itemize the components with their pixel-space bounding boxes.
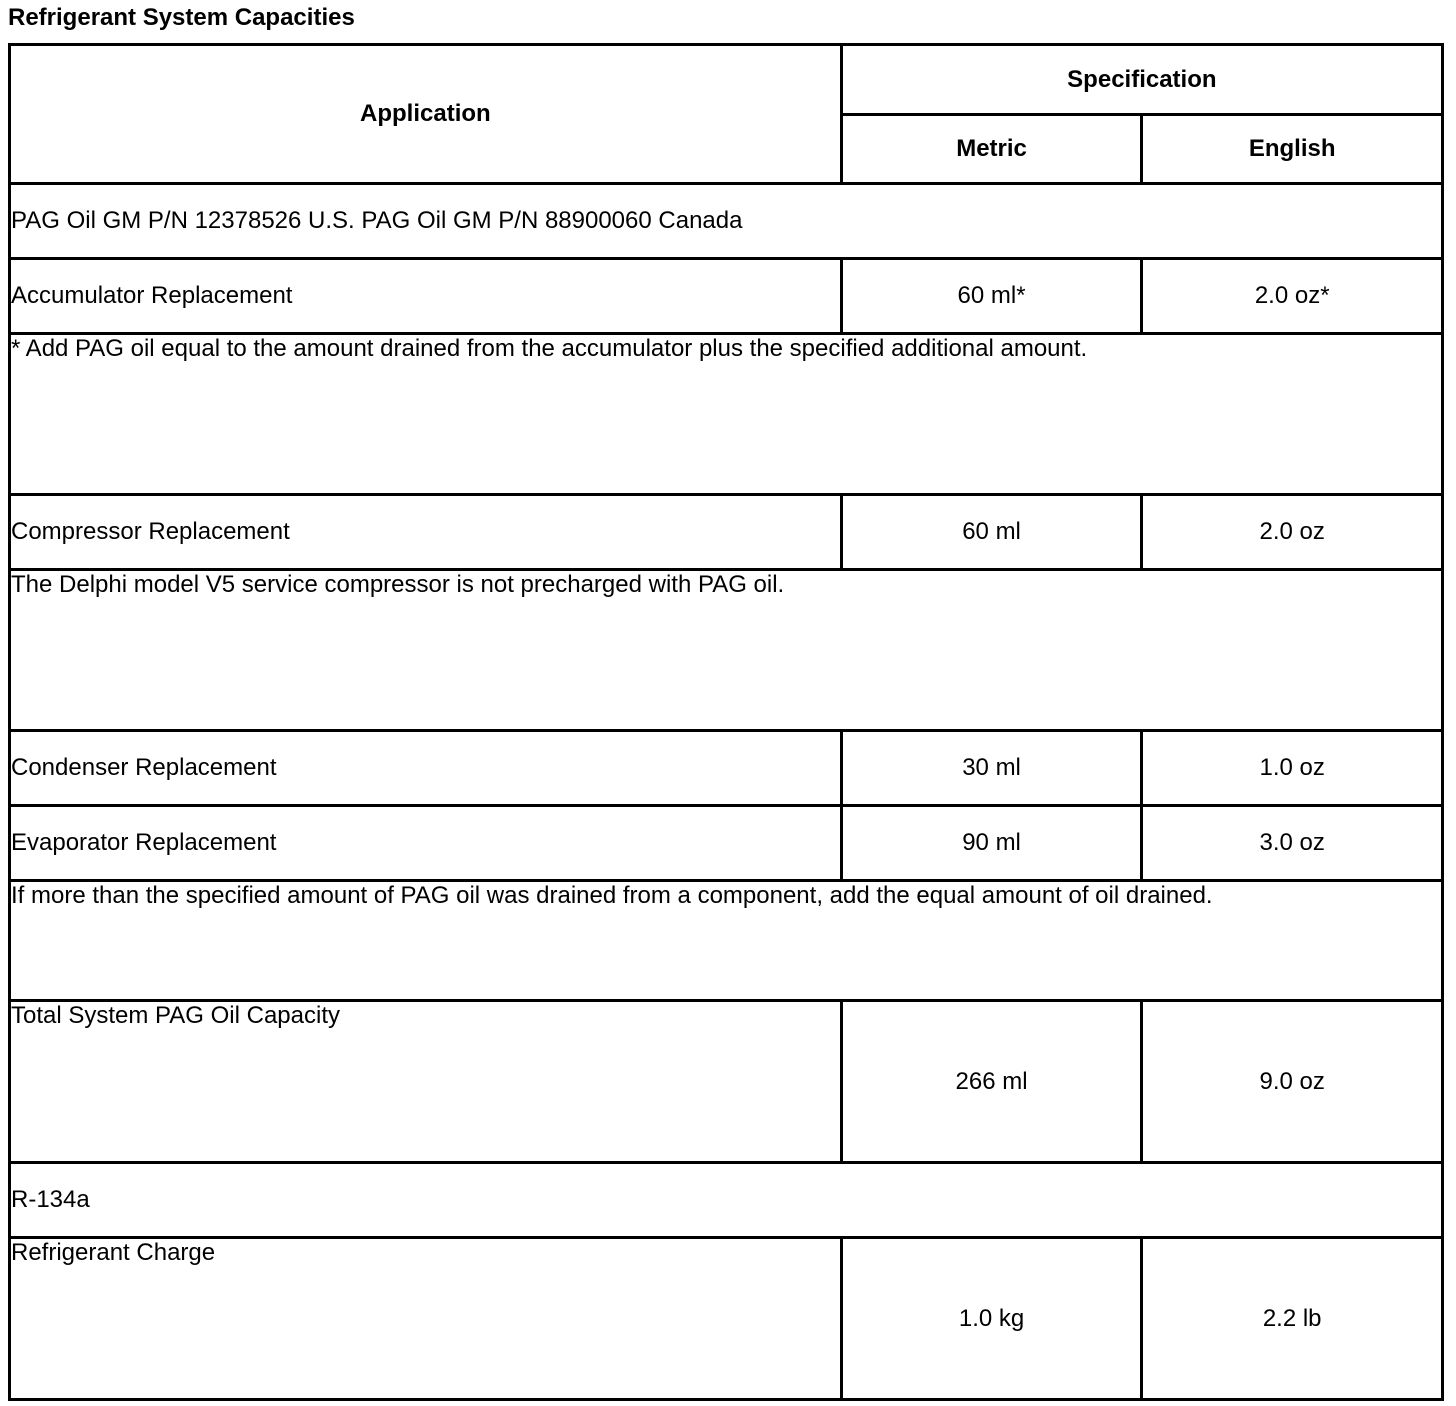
table-row <box>10 806 1443 881</box>
section-label-refrigerant: R-134a <box>10 1163 1443 1238</box>
application-cell: Refrigerant Charge <box>10 1238 842 1400</box>
header-specification: Specification <box>841 45 1442 115</box>
english-cell: 9.0 oz <box>1142 1001 1443 1163</box>
table-row <box>10 1238 1443 1400</box>
note-compressor: The Delphi model V5 service compressor is not precharged with PAG oil. <box>10 570 1443 731</box>
table-row <box>10 1163 1443 1238</box>
application-cell: Compressor Replacement <box>10 495 842 570</box>
table-row <box>10 184 1443 259</box>
capacities-table <box>8 43 1444 1401</box>
application-cell: Total System PAG Oil Capacity <box>10 1001 842 1163</box>
metric-cell: 30 ml <box>841 731 1142 806</box>
table-header-row <box>10 45 1443 115</box>
note-accumulator: * Add PAG oil equal to the amount drained from the accumulator plus the specified additional amount. <box>10 334 1443 495</box>
metric-cell: 60 ml* <box>841 259 1142 334</box>
english-cell: 3.0 oz <box>1142 806 1443 881</box>
section-label-pag-oil: PAG Oil GM P/N 12378526 U.S. PAG Oil GM P/N 88900060 Canada <box>10 184 1443 259</box>
table-row <box>10 495 1443 570</box>
metric-cell: 60 ml <box>841 495 1142 570</box>
english-cell: 2.0 oz <box>1142 495 1443 570</box>
application-cell: Evaporator Replacement <box>10 806 842 881</box>
table-row <box>10 881 1443 1001</box>
english-cell: 1.0 oz <box>1142 731 1443 806</box>
table-row <box>10 1001 1443 1163</box>
table-row <box>10 570 1443 731</box>
note-drained-oil: If more than the specified amount of PAG oil was drained from a component, add the equal amount of oil drained. <box>10 881 1443 1001</box>
table-row <box>10 259 1443 334</box>
table-row <box>10 334 1443 495</box>
metric-cell: 90 ml <box>841 806 1142 881</box>
table-row <box>10 731 1443 806</box>
english-cell: 2.0 oz* <box>1142 259 1443 334</box>
metric-cell: 266 ml <box>841 1001 1142 1163</box>
application-cell: Accumulator Replacement <box>10 259 842 334</box>
metric-cell: 1.0 kg <box>841 1238 1142 1400</box>
english-cell: 2.2 lb <box>1142 1238 1443 1400</box>
header-application: Application <box>10 45 842 184</box>
header-english: English <box>1142 115 1443 184</box>
application-cell: Condenser Replacement <box>10 731 842 806</box>
header-metric: Metric <box>841 115 1142 184</box>
page-title: Refrigerant System Capacities <box>8 4 355 31</box>
